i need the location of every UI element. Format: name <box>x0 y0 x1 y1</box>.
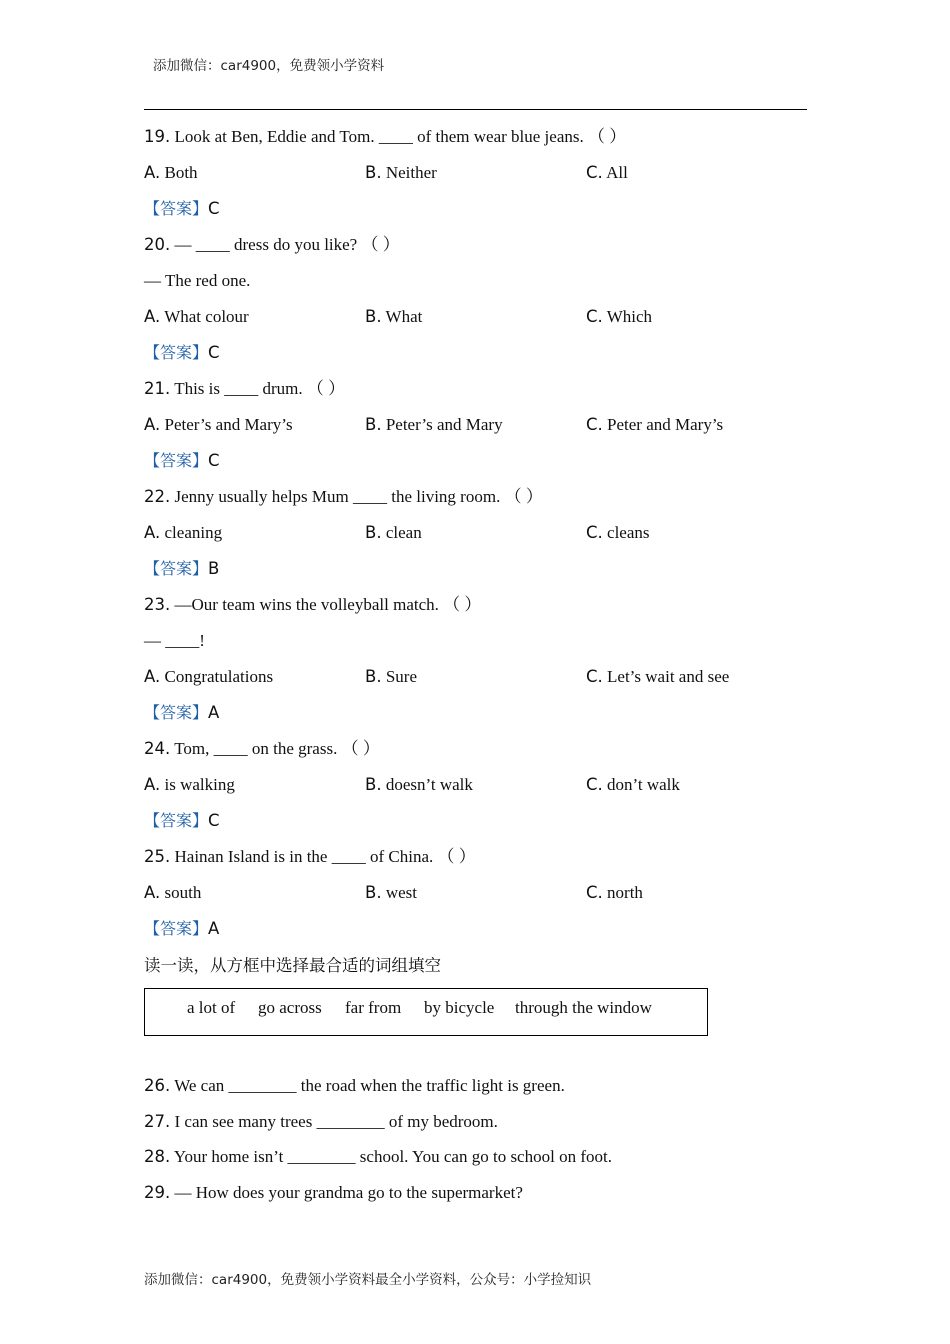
question-29: 29. — How does your grandma go to the supermarket? <box>144 1183 523 1202</box>
question-stem: Look at Ben, Eddie and Tom. ____ of them wear blue jeans. （ ） <box>174 127 627 146</box>
option-c: C. Which <box>586 307 653 326</box>
question-20-reply: — The red one. <box>144 271 251 290</box>
answer-19: 【答案】C <box>144 199 220 218</box>
question-number: 24. <box>144 739 171 758</box>
question-stem: Hainan Island is in the ____ of China. （ ） <box>174 847 476 866</box>
question-number: 19. <box>144 127 171 146</box>
answer-23: 【答案】A <box>144 703 220 722</box>
word-option: far from <box>345 998 402 1017</box>
answer-24: 【答案】C <box>144 811 220 830</box>
question-22 <box>144 486 543 508</box>
question-number: 22. <box>144 487 171 506</box>
question-stem: — ____ dress do you like? （ ） <box>174 235 400 254</box>
word-option: go across <box>258 998 322 1017</box>
question-19 <box>144 126 626 148</box>
option-a: A. is walking <box>144 775 235 794</box>
option-b: B. west <box>365 883 417 902</box>
option-a: A. south <box>144 883 202 902</box>
option-a: A. Congratulations <box>144 667 274 686</box>
question-number: 23. <box>144 595 171 614</box>
word-option: through the window <box>515 998 652 1017</box>
option-b: B. doesn’t walk <box>365 775 473 794</box>
option-a: A. What colour <box>144 307 249 326</box>
option-b: B. Peter’s and Mary <box>365 415 503 434</box>
option-b: B. clean <box>365 523 422 542</box>
question-26: 26. We can ________ the road when the traffic light is green. <box>144 1076 565 1095</box>
section-title: 读一读，从方框中选择最合适的词组填空 <box>144 956 441 975</box>
question-23 <box>144 594 481 616</box>
option-b: B. Neither <box>365 163 437 182</box>
option-b: B. What <box>365 307 423 326</box>
option-c: C. Peter and Mary’s <box>586 415 724 434</box>
question-23-reply: — ____! <box>144 631 205 650</box>
question-20 <box>144 234 400 256</box>
header-watermark: 添加微信：car4900，免费领小学资料 <box>153 58 385 74</box>
option-c: C. All <box>586 163 628 182</box>
answer-20: 【答案】C <box>144 343 220 362</box>
option-c: C. north <box>586 883 643 902</box>
option-c: C. don’t walk <box>586 775 680 794</box>
answer-25: 【答案】A <box>144 919 220 938</box>
option-c: C. Let’s wait and see <box>586 667 730 686</box>
option-a: A. cleaning <box>144 523 223 542</box>
header-divider <box>144 109 807 110</box>
question-number: 21. <box>144 379 171 398</box>
question-28: 28. Your home isn’t ________ school. You can go to school on foot. <box>144 1147 612 1166</box>
question-27: 27. I can see many trees ________ of my bedroom. <box>144 1112 498 1131</box>
question-21 <box>144 378 345 400</box>
option-a: A. Peter’s and Mary’s <box>144 415 293 434</box>
question-24 <box>144 738 380 760</box>
question-stem: —Our team wins the volleyball match. （ ） <box>174 595 482 614</box>
option-c: C. cleans <box>586 523 650 542</box>
word-option: a lot of <box>187 998 236 1017</box>
option-b: B. Sure <box>365 667 417 686</box>
option-a: A. Both <box>144 163 198 182</box>
word-option: by bicycle <box>424 998 495 1017</box>
word-box <box>144 988 708 1036</box>
answer-21: 【答案】C <box>144 451 220 470</box>
question-stem: Tom, ____ on the grass. （ ） <box>174 739 380 758</box>
question-number: 20. <box>144 235 171 254</box>
question-number: 25. <box>144 847 171 866</box>
question-stem: Jenny usually helps Mum ____ the living room. （ ） <box>174 487 543 506</box>
footer-watermark: 添加微信：car4900，免费领小学资料最全小学资料，公众号：小学捡知识 <box>144 1272 592 1288</box>
answer-22: 【答案】B <box>144 559 220 578</box>
question-stem: This is ____ drum. （ ） <box>174 379 346 398</box>
question-25 <box>144 846 476 868</box>
